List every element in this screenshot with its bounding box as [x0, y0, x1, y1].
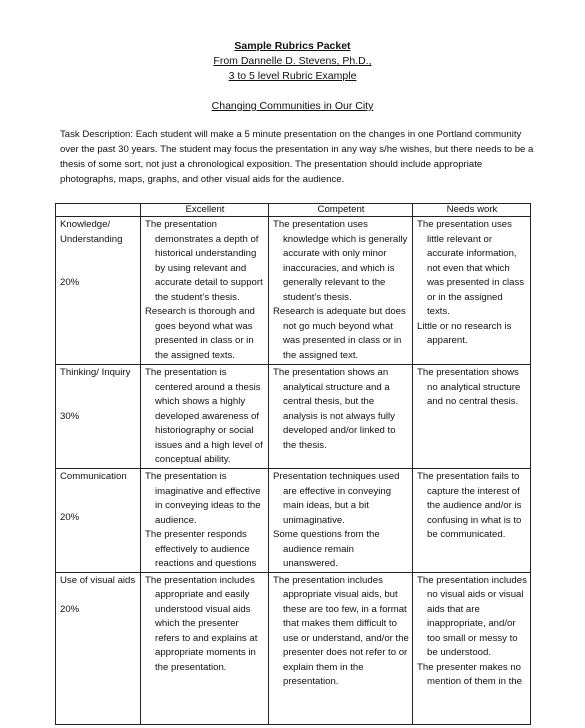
cell-text: The presentation includes no visual aids or visual aids that are inappropriate, and/or too small or messy to be understood.: [417, 574, 527, 658]
cell-text: The presenter responds effectively to audience reactions and questions: [145, 529, 257, 569]
competent-cell: [269, 572, 413, 724]
criterion-weight: 30%: [60, 410, 80, 422]
cell-text: The presentation fails to capture the interest of the audience and/or is confusing in what is to be communicated.: [417, 471, 522, 540]
cell-text: Little or no research is apparent.: [417, 320, 512, 346]
criterion-cell: [56, 469, 141, 573]
cell-text: The presentation is imaginative and effective in conveying ideas to the audience.: [145, 471, 261, 526]
competent-cell: [269, 217, 413, 365]
cell-text: The presentation includes appropriate and easily understood visual aids which the presenter refers to and explains at appropriate moments in the presentation.: [145, 574, 258, 673]
excellent-cell: [141, 217, 269, 365]
author-line: From Dannelle D. Stevens, Ph.D.,: [213, 55, 372, 67]
header-excellent: Excellent: [141, 204, 269, 217]
criterion-cell: [56, 365, 141, 469]
cell-text: The presentation includes appropriate visual aids, but these are too few, in a format that makes them difficult to use or understand, and/or the presenter does not refer to or explain them in the presentation.: [273, 574, 409, 687]
criterion-weight: 20%: [60, 511, 80, 523]
criterion-label: Use of visual aids: [60, 574, 136, 586]
criterion-label: Communication: [60, 471, 127, 482]
criterion-cell: [56, 572, 141, 724]
cell-text: The presenter makes no mention of them in the: [417, 661, 522, 687]
header-competent: Competent: [269, 204, 413, 217]
excellent-cell: [141, 469, 269, 573]
cell-text: Research is thorough and goes beyond what was presented in class or in the assigned texts.: [145, 306, 255, 361]
document-title: Sample Rubrics Packet: [234, 40, 351, 52]
rubric-table: [55, 203, 531, 725]
competent-cell: [269, 469, 413, 573]
needs-work-cell: [413, 217, 531, 365]
excellent-cell: [141, 365, 269, 469]
excellent-cell: [141, 572, 269, 724]
criterion-weight: 20%: [60, 604, 80, 615]
cell-text: The presentation shows an analytical structure and a central thesis, but the analysis is not always fully developed and/or linked to the thesis.: [273, 367, 396, 451]
task-description: Task Description: Each student will make a 5 minute presentation on the changes in one Portland community over the past 30 years. The student may focus the presentation in any way s/he wishes, but there needs to be a thesis of some sort, not just a chronological exposition. The presentation should include appropriate photographs, maps, graphs, and other visual aids for the audience.: [60, 129, 534, 185]
header-needs-work: Needs work: [413, 204, 531, 217]
cell-text: Presentation techniques used are effective in conveying main ideas, but a bit unimaginative.: [273, 471, 400, 526]
header-criterion: [56, 204, 141, 217]
rubric-header-row: [56, 204, 531, 217]
table-row: [56, 217, 531, 365]
cell-text: The presentation demonstrates a depth of historical understanding by using relevant and accurate detail to support the student’s thesis.: [145, 219, 263, 303]
criterion-label: Knowledge/ Understanding: [60, 219, 123, 245]
criterion-cell: [56, 217, 141, 365]
criterion-label: Thinking/ Inquiry: [60, 367, 131, 378]
needs-work-cell: [413, 365, 531, 469]
needs-work-cell: [413, 469, 531, 573]
table-row: [56, 469, 531, 573]
cell-text: The presentation uses knowledge which is generally accurate with only minor inaccuracies, and which is generally relevant to the student’s thesis.: [273, 219, 408, 303]
cell-text: The presentation shows no analytical structure and no central thesis.: [417, 367, 521, 407]
topic-line: Changing Communities in Our City: [211, 100, 374, 112]
cell-text: The presentation is centered around a thesis which shows a highly developed awareness of historiography or social issues and a high level of conceptual ability.: [145, 367, 263, 465]
table-row: [56, 572, 531, 724]
competent-cell: [269, 365, 413, 469]
cell-text: Some questions from the audience remain unanswered.: [273, 529, 380, 569]
needs-work-cell: [413, 572, 531, 724]
criterion-weight: 20%: [60, 277, 80, 288]
table-row: [56, 365, 531, 469]
cell-text: The presentation uses little relevant or accurate information, not even that which was presented in class or in the assigned texts.: [417, 219, 525, 317]
subtitle-line: 3 to 5 level Rubric Example: [228, 70, 357, 82]
cell-text: Research is adequate but does not go much beyond what was presented in class or in the assigned text.: [273, 306, 406, 361]
